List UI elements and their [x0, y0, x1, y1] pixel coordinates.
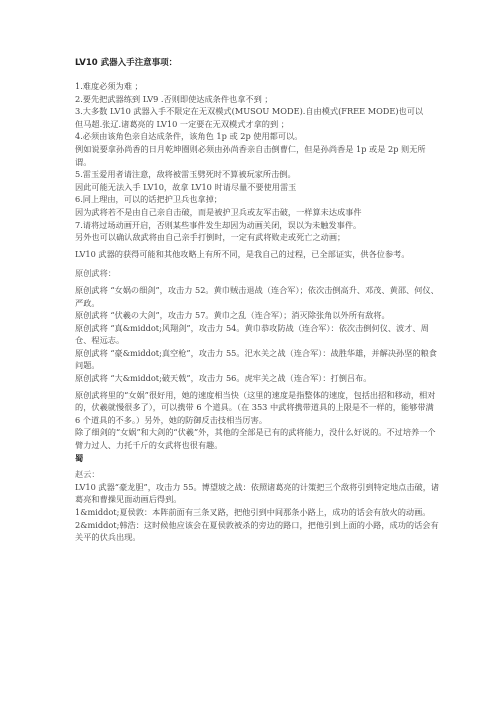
note-item: 另外也可以确认敌武将由自己亲手打倒时，一定有武将败走或死亡之动画；	[75, 232, 346, 243]
intro-paragraph: LV10 武器的获得可能和其他攻略上有所不同，是我自己的过程，已全部证实，供各位参考。	[75, 248, 410, 259]
list-item: 1&middot;夏侯敦：本阵前面有三条叉路，把他引到中间那条小路上，成功的话会有放火的动画。	[75, 507, 431, 517]
paragraph: 原创武将里的“女娲”很好用，她的速度相当快（这里的速度是指整体的速度，包括出招和移动，相对的，伏羲就慢很多了），可以携带 6 个道具。（在 353 中武将携带道具的上限是不一样的，能够带满 6 个道具的不多。）另外，她的防御反击技相当厉害。	[75, 389, 436, 425]
list-item: 2&middot;韩浩：这时候他应该会在夏侯敦被杀的旁边的路口，把他引到上面的小路，成功的话会有关平的伏兵出现。	[75, 519, 439, 543]
note-item: 3.大多数 LV10 武器入手不限定在无双模式(MUSOU MODE).自由模式(FREE MODE)也可以	[75, 106, 424, 117]
note-item: 但马超.张辽.诸葛亮的 LV10 一定要在无双模式才拿的到 ；	[75, 118, 289, 129]
list-item: LV10 武器“豪龙胆”，攻击力 55。博望坡之战：依照诸葛亮的计策把三个敌将引到特定地点击破，诸葛亮和曹操见面动画后得到。	[75, 481, 440, 505]
note-item: 因此可能无法入手 LV10，故拿 LV10 时请尽量不要使用雷玉	[75, 181, 297, 192]
list-item: 原创武将 “豪&middot;真空枪”，攻击力 55。汜水关之战（连合军）：战胜华雄，并解决孙坚的粮食问题。	[75, 347, 437, 371]
note-item: 例如说要拿孙尚香的日月乾坤圈则必须由孙尚香亲自击倒曹仁，但是孙尚香是 1p 或是 2p 则无所谓。	[75, 143, 426, 167]
character-heading-zhaoyun: 赵云：	[75, 469, 100, 480]
zhaoyun-list	[75, 481, 440, 544]
note-item: 4.必须由该角色亲自达成条件，该角色 1p 或 2p 使用都可以。	[75, 131, 303, 142]
note-item: 7.请将过场动画开启，否则某些事件发生却因为动画关闭，误以为未触发事件。	[75, 219, 362, 230]
note-item: 因为武将若不是由自己亲自击破，而是被护卫兵或友军击破，一样算未达成事件	[75, 206, 362, 217]
list-item: 原创武将 “女娲の细剑”，攻击力 52。黄巾贼击退战（连合军）；依次击倒高升、邓茂、黄邵、何仪、严政。	[75, 284, 439, 308]
paragraph: 除了细剑的“女娲”和大剑的“伏羲”外，其他的全部是已有的武将能力，没什么好说的。不过培养一个臂力过人、力托千斤的女武将也很有趣。	[75, 427, 436, 451]
original-characters-list	[75, 284, 440, 385]
notes-list	[75, 80, 440, 244]
kingdom-heading: 蜀	[75, 452, 84, 463]
note-item: 6.同上理由，可以的话把护卫兵也拿掉；	[75, 194, 222, 205]
list-item: 原创武将 “真&middot;风翔剑”，攻击力 54。黄巾恭攻防战（连合军）：依次击倒何仪、波才、周仓、程远志。	[75, 322, 429, 346]
list-item: 原创武将 “伏羲の大剑”，攻击力 57。黄巾之乱（连合军）；消灭除张角以外所有敌将。	[75, 310, 390, 321]
document-title: LV10 武器入手注意事项：	[75, 58, 178, 68]
document-page	[75, 58, 440, 544]
note-item: 2.要先把武器练到 LV9 .否则即使达成条件也拿不到 ；	[75, 93, 273, 104]
list-item: 原创武将 “大&middot;破天戟”，攻击力 56。虎牢关之战（连合军）：打倒吕布。	[75, 373, 372, 384]
note-item: 1.难度必须为难 ；	[75, 81, 143, 91]
note-item: 5.雷玉爱用者请注意，敌将被雷玉劈死时不算被玩家所击倒。	[75, 169, 296, 180]
original-characters-heading: 原创武将：	[75, 268, 116, 279]
